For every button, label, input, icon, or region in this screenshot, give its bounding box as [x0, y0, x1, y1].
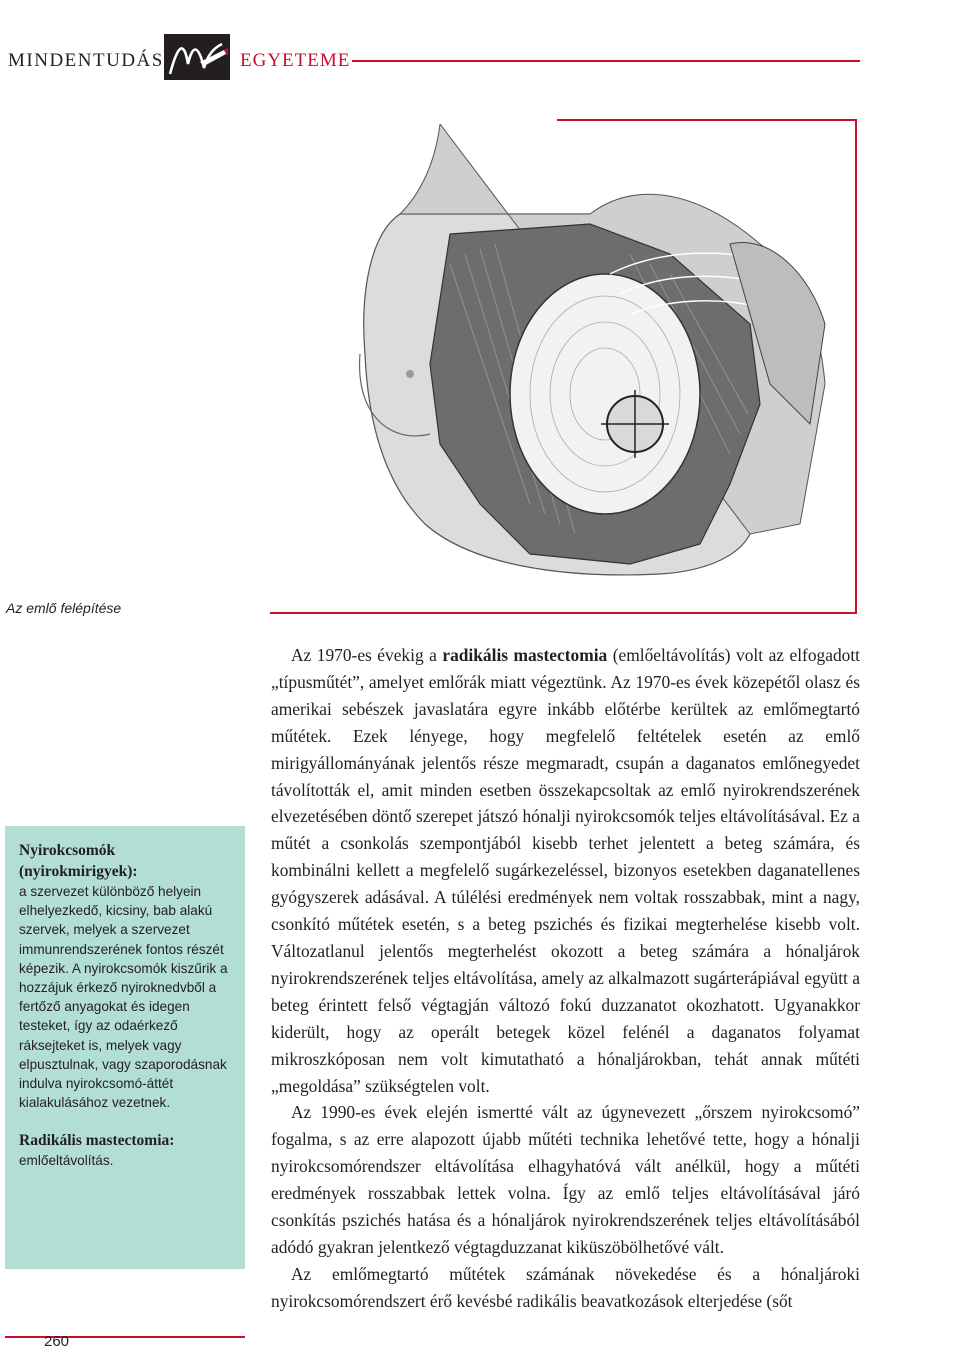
glossary-definition: a szervezet különböző helyein elhelyezkedő, kicsiny, bab alakú szervek, melyek a szervezet immunrendszerének fontos részét képezik. A nyirokcsomók kiszűrik a hozzájuk érkező nyiroknedvből a fertőző anyagokat és idegen testeket, így az odaérkező ráksejteket is, melyek vagy elpusztulnak, vagy szaporodásnak indulva nyirokcsomó-áttét kialakulásához vezetnek. — [19, 884, 228, 1111]
brand-name-left: MINDENTUDÁS — [8, 50, 164, 71]
article-body — [271, 642, 860, 1315]
glossary-term: Radikális mastectomia: — [19, 1132, 175, 1150]
paragraph: Az emlőmegtartó műtétek számának növekedése és a hónaljároki nyirokcsomórendszert érő kevésbé radikális beavatkozások elterjedése (sőt — [271, 1263, 860, 1311]
page-header — [8, 30, 860, 88]
paragraph-text: Az 1970-es évekig a — [291, 645, 443, 665]
figure-caption: Az emlő felépítése — [6, 600, 122, 616]
bold-term: radikális mastectomia — [442, 645, 608, 665]
glossary-term: Nyirokcsomók (nyirokmirigyek): — [19, 842, 138, 880]
page-number: 260 — [44, 1333, 70, 1350]
glossary-sidebar — [5, 826, 245, 1269]
footer-rule — [5, 1336, 245, 1338]
paragraph — [271, 642, 860, 1099]
glossary-definition: emlőeltávolítás. — [19, 1153, 114, 1169]
brand-name-right: EGYETEME — [240, 50, 351, 71]
header-rule — [352, 60, 860, 62]
paragraph-text: (emlőeltávolítás) volt az elfogadott „típusműtét”, amelyet emlőrák miatt végeztünk. Az 1970-es évek közepétől olasz és amerikai sebészek javaslatára egyre inkább előtérbe kerültek az emlőmegtartó műtétek. Ezek lényege, hogy megfelelő feltételek esetén az emlő mirigyállományának jelentős része megmaradt, csupán a daganatos emlőnegyedet távolították el, amit minden esetben összekapcsoltak az emlő nyirokrendszerének elvezetésében döntő szerepet játszó hónalji nyirokcsomók teljes eltávolításával. Ez a műtét a csonkolás szempontjából kisebb terhet jelentett a beteg számára, és kombinálni kellett a megfelelő sugárkezeléssel, bizonyos esetekben daganatellenes gyógyszerek adásával. A túlélési eredmények nem voltak rosszabbak, mint a nagy, csonkító műtétek esetén, s a beteg pszichés és fizikai megterhelése kisebb volt. Változatlanul jelentős megterhelést okozott a beteg számára a hónaljárok nyirokrendszerének teljes eltávolítása, amely az alkalmazott sugárterápiával együtt a beteg érintett felső végtagján változó fokú duzzanatot okozhatott. Ugyanakkor kiderült, hogy az operált betegek közel felénél a daganatos folyamat mikroszkóposan nem volt kimutatható a hónaljárokban, tehát annak műtéti „megoldása” szükségtelen volt. — [271, 645, 860, 1096]
breast-anatomy-illustration — [330, 124, 830, 594]
logo-icon — [164, 34, 230, 80]
figure-frame — [270, 119, 857, 614]
paragraph: Az 1990-es évek elején ismertté vált az úgynevezett „őrszem nyirokcsomó” fogalma, s az erre alapozott újabb műtéti technika lehetővé tette, hogy a hónalji nyirokcsomórendszer eltávolítása elhagyhatóvá vált anélkül, hogy a műtéti eredmények rosszabbak lettek volna. Így az emlő teljes eltávolításával járó csonkítás pszichés hatása és a hónaljárok nyirokrendszerének teljes eltávolításából adódó gyakran jelentkező végtagduzzanat kiküszöbölhetővé vált. — [271, 1102, 860, 1257]
